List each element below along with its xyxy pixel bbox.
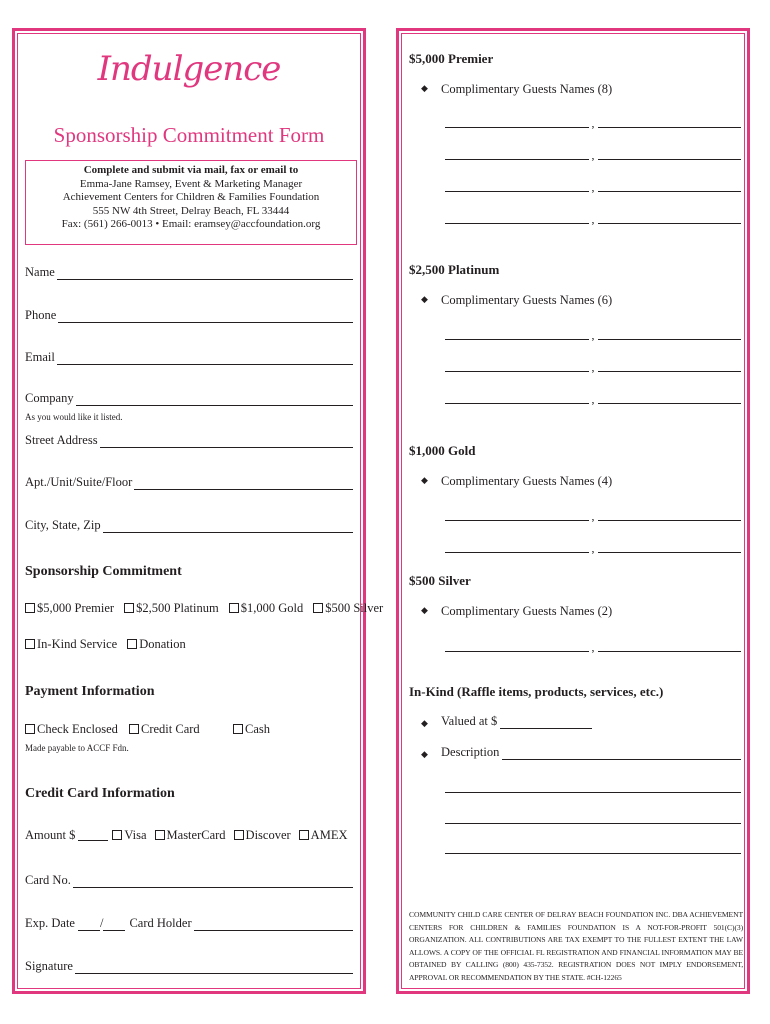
apt-label: Apt./Unit/Suite/Floor	[25, 475, 133, 489]
name-line[interactable]	[57, 268, 353, 280]
checkbox[interactable]	[25, 639, 35, 649]
silver-guest-line-1[interactable]: ,	[445, 640, 741, 652]
payment-hint: Made payable to ACCF Fdn.	[25, 743, 129, 753]
checkbox[interactable]	[233, 724, 243, 734]
checkbox[interactable]	[25, 724, 35, 734]
email-label: Email	[25, 350, 55, 364]
valued-at-line[interactable]	[500, 717, 592, 729]
diamond-bullet-icon: ◆	[421, 475, 428, 485]
description-line[interactable]	[502, 748, 741, 760]
description-field[interactable]	[421, 745, 741, 760]
company-field[interactable]	[25, 391, 353, 406]
left-panel	[12, 28, 384, 994]
platinum-guests: ◆ Complimentary Guests Names (6)	[421, 293, 613, 307]
tier-platinum-title: $2,500 Platinum	[409, 262, 500, 277]
name-label: Name	[25, 265, 55, 279]
contact-info-box	[25, 160, 357, 245]
city-label: City, State, Zip	[25, 518, 101, 532]
info-address: 555 NW 4th Street, Delray Beach, FL 33444	[92, 204, 290, 217]
amount-line[interactable]	[78, 830, 108, 841]
indulgence-logo: Indulgence	[97, 49, 281, 89]
email-field[interactable]	[25, 350, 353, 365]
option-silver[interactable]: $500 Silver	[313, 601, 383, 616]
street-line[interactable]	[100, 436, 353, 448]
apt-line[interactable]	[134, 478, 353, 490]
exp-date-label: Exp. Date	[25, 916, 75, 930]
option-cash[interactable]: Cash	[233, 722, 270, 737]
sponsorship-heading: Sponsorship Commitment	[25, 564, 182, 579]
info-organization: Achievement Centers for Children & Families Foundation	[62, 191, 320, 203]
diamond-bullet-icon: ◆	[421, 294, 428, 304]
checkbox[interactable]	[313, 603, 323, 613]
diamond-bullet-icon: ◆	[421, 605, 428, 615]
in-kind-title: In-Kind (Raffle items, products, services, etc.)	[409, 684, 664, 699]
form-title: Sponsorship Commitment Form	[53, 123, 325, 147]
company-label: Company	[25, 391, 74, 405]
card-number-line[interactable]	[73, 876, 353, 888]
credit-card-heading: Credit Card Information	[25, 786, 175, 801]
gold-guests: ◆ Complimentary Guests Names (4)	[421, 474, 613, 488]
diamond-bullet-icon: ◆	[421, 718, 428, 728]
tier-premier-title: $5,000 Premier	[409, 51, 494, 66]
payment-heading: Payment Information	[25, 684, 155, 699]
amount-label: Amount $	[25, 828, 76, 842]
checkbox[interactable]	[124, 603, 134, 613]
card-discover[interactable]: Discover	[234, 828, 291, 843]
company-hint: As you would like it listed.	[25, 412, 123, 422]
email-line[interactable]	[57, 353, 353, 365]
signature-line[interactable]	[75, 962, 353, 974]
platinum-guest-line-3[interactable]: ,	[445, 392, 741, 404]
tier-gold-title: $1,000 Gold	[409, 443, 476, 458]
exp-slash: /	[99, 916, 104, 930]
city-line[interactable]	[103, 521, 353, 533]
exp-year-line[interactable]	[103, 919, 125, 931]
card-number-label: Card No.	[25, 873, 71, 887]
signature-field[interactable]	[25, 959, 353, 974]
checkbox[interactable]	[129, 724, 139, 734]
checkbox[interactable]	[229, 603, 239, 613]
card-holder-line[interactable]	[194, 919, 353, 931]
tier-silver-title: $500 Silver	[409, 573, 471, 588]
signature-label: Signature	[25, 959, 73, 973]
valued-at-label: Valued at $	[441, 714, 498, 728]
premier-guest-line-4[interactable]: ,	[445, 212, 741, 224]
checkbox[interactable]	[112, 830, 122, 840]
checkbox[interactable]	[299, 830, 309, 840]
option-in-kind[interactable]: In-Kind Service	[25, 637, 117, 652]
apt-field[interactable]	[25, 475, 353, 490]
platinum-guest-line-2[interactable]: ,	[445, 360, 741, 372]
card-mastercard[interactable]: MasterCard	[155, 828, 226, 843]
silver-guests: ◆ Complimentary Guests Names (2)	[421, 604, 613, 618]
gold-guest-line-2[interactable]: ,	[445, 541, 741, 553]
diamond-bullet-icon: ◆	[421, 749, 428, 759]
exp-holder-field[interactable]	[25, 916, 353, 931]
right-panel	[396, 28, 750, 994]
option-check[interactable]: Check Enclosed	[25, 722, 129, 737]
checkbox[interactable]	[127, 639, 137, 649]
option-credit-card[interactable]: Credit Card	[129, 722, 233, 737]
description-line-3[interactable]	[445, 823, 741, 824]
option-platinum[interactable]: $2,500 Platinum	[124, 601, 219, 616]
option-gold[interactable]: $1,000 Gold	[229, 601, 304, 616]
card-number-field[interactable]	[25, 873, 353, 888]
amount-row	[25, 828, 347, 843]
name-field[interactable]	[25, 265, 353, 280]
diamond-bullet-icon: ◆	[421, 83, 428, 93]
phone-field[interactable]	[25, 308, 353, 323]
premier-guests: ◆ Complimentary Guests Names (8)	[421, 82, 613, 96]
info-heading: Complete and submit via mail, fax or email to	[83, 164, 299, 176]
legal-disclaimer: COMMUNITY CHILD CARE CENTER OF DELRAY BEACH FOUNDATION INC. DBA ACHIEVEMENT CENTERS FOR CHILDREN & FAMILIES FOUNDATION IS A NOT-FOR-PROFIT 501(C)(3) ORGANIZATION. ALL CONTRIBUTIONS ARE TAX EXEMPT TO THE FULLEST EXTENT THE LAW ALLOWS. A COPY OF THE OFFICIAL FL REGISTRATION AND FINANCIAL INFORMATION MAY BE OBTAINED BY CALLING (800) 435-7352. REGISTRATION DOES NOT IMPLY ENDORSEMENT, APPROVAL OR RECOMMENDATION BY THE STATE. #CH-12265	[409, 910, 743, 982]
info-contact-name: Emma-Jane Ramsey, Event & Marketing Manager	[79, 177, 303, 190]
exp-month-line[interactable]	[78, 919, 100, 931]
checkbox[interactable]	[25, 603, 35, 613]
description-line-2[interactable]	[445, 792, 741, 793]
option-donation[interactable]: Donation	[127, 637, 186, 652]
sponsorship-options-row1	[25, 601, 383, 616]
checkbox[interactable]	[155, 830, 165, 840]
company-line[interactable]	[76, 394, 353, 406]
sponsorship-options-row2	[25, 637, 196, 652]
option-premier[interactable]: $5,000 Premier	[25, 601, 114, 616]
gold-guest-line-1[interactable]: ,	[445, 509, 741, 521]
phone-line[interactable]	[58, 311, 353, 323]
valued-at-field[interactable]	[421, 714, 741, 729]
payment-options	[25, 722, 270, 737]
premier-guest-line-3[interactable]: ,	[445, 180, 741, 192]
platinum-guest-line-1[interactable]: ,	[445, 328, 741, 340]
card-holder-label: Card Holder	[129, 916, 192, 930]
description-line-4[interactable]	[445, 853, 741, 854]
street-field[interactable]	[25, 433, 353, 448]
phone-label: Phone	[25, 308, 57, 322]
checkbox[interactable]	[234, 830, 244, 840]
street-label: Street Address	[25, 433, 98, 447]
premier-guest-line-1[interactable]: ,	[445, 116, 741, 128]
premier-guest-line-2[interactable]: ,	[445, 148, 741, 160]
city-field[interactable]	[25, 518, 353, 533]
description-label: Description	[441, 745, 500, 759]
card-visa[interactable]: Visa	[112, 828, 146, 843]
card-amex[interactable]: AMEX	[299, 828, 348, 843]
info-fax-email: Fax: (561) 266-0013 • Email: eramsey@accfoundation.org	[61, 218, 321, 230]
